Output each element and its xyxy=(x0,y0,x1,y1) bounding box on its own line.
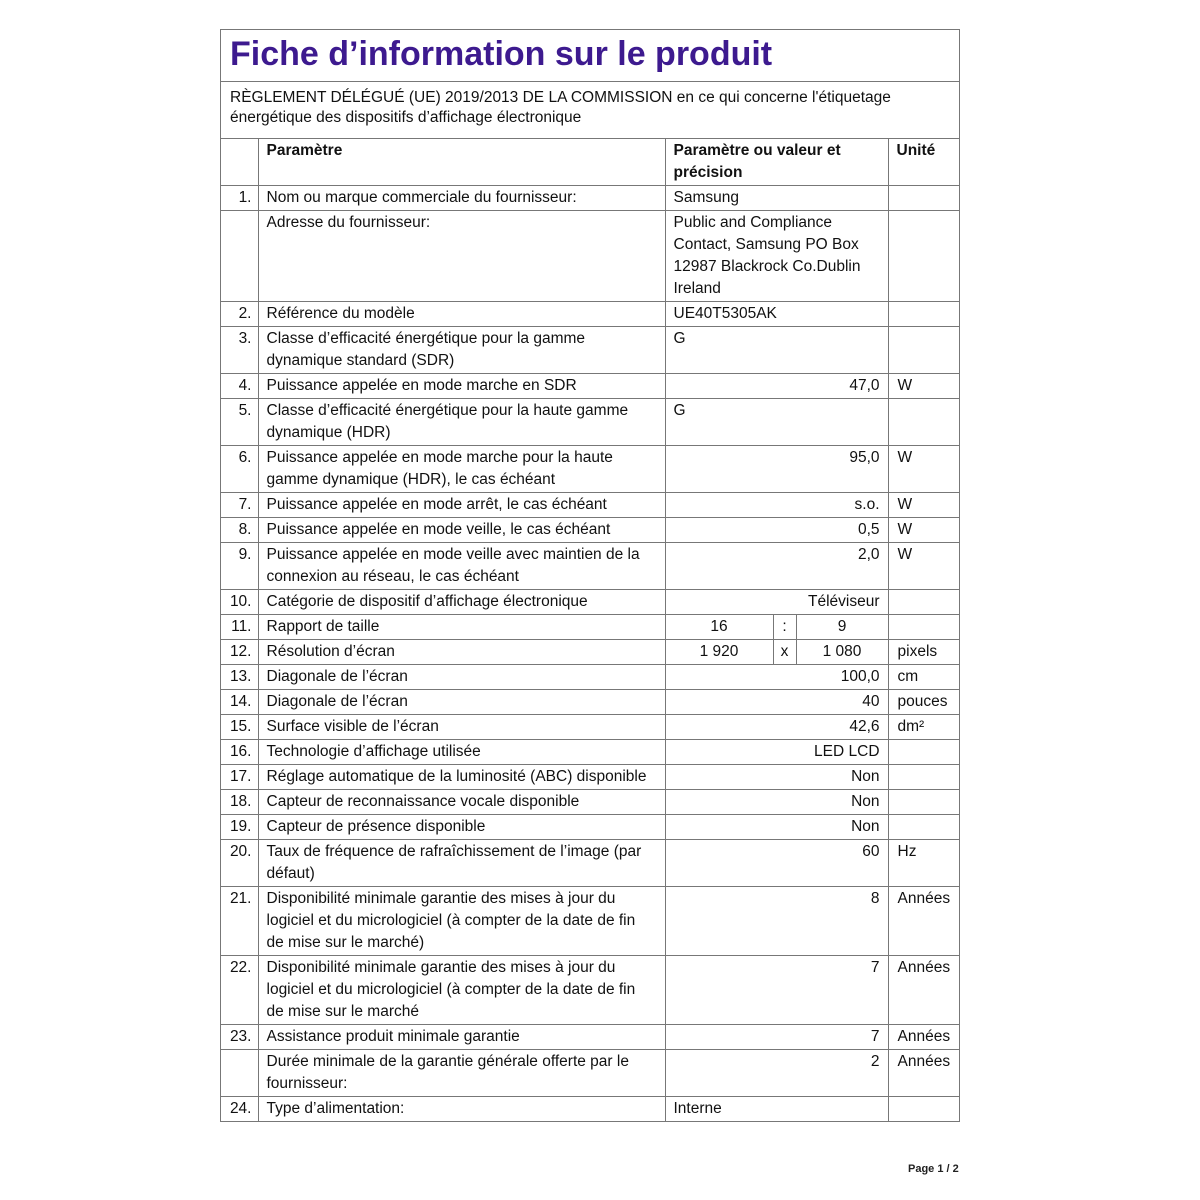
row-value: Public and Compliance Contact, Samsung PO Box 12987 Blackrock Co.Dublin Ireland xyxy=(665,211,888,302)
row-unit: Années xyxy=(888,956,959,1025)
table-row xyxy=(221,840,959,887)
row-parameter: Adresse du fournisseur: xyxy=(258,211,665,302)
row-number: 9. xyxy=(221,543,258,590)
row-unit xyxy=(888,765,959,790)
row-number: 8. xyxy=(221,518,258,543)
row-value: 40 xyxy=(665,690,888,715)
row-parameter: Résolution d’écran xyxy=(258,640,665,665)
row-value: UE40T5305AK xyxy=(665,302,888,327)
row-unit: W xyxy=(888,543,959,590)
page-title: Fiche d’information sur le produit xyxy=(221,30,959,82)
row-number: 20. xyxy=(221,840,258,887)
row-value: Samsung xyxy=(665,186,888,211)
row-number: 15. xyxy=(221,715,258,740)
header-unit: Unité xyxy=(888,139,959,186)
row-parameter: Puissance appelée en mode veille avec maintien de la connexion au réseau, le cas échéant xyxy=(258,543,665,590)
row-number: 21. xyxy=(221,887,258,956)
row-parameter: Surface visible de l’écran xyxy=(258,715,665,740)
row-parameter: Durée minimale de la garantie générale offerte par le fournisseur: xyxy=(258,1050,665,1097)
table-row xyxy=(221,740,959,765)
row-number: 1. xyxy=(221,186,258,211)
row-number: 24. xyxy=(221,1097,258,1122)
table-row xyxy=(221,690,959,715)
row-parameter: Classe d’efficacité énergétique pour la haute gamme dynamique (HDR) xyxy=(258,399,665,446)
row-number: 13. xyxy=(221,665,258,690)
row-number: 6. xyxy=(221,446,258,493)
row-value: 95,0 xyxy=(665,446,888,493)
table-row xyxy=(221,790,959,815)
table-row xyxy=(221,211,959,302)
row-unit xyxy=(888,1097,959,1122)
row-parameter: Réglage automatique de la luminosité (ABC) disponible xyxy=(258,765,665,790)
row-number: 2. xyxy=(221,302,258,327)
row-number: 5. xyxy=(221,399,258,446)
row-number: 10. xyxy=(221,590,258,615)
row-value: 60 xyxy=(665,840,888,887)
row-parameter: Type d’alimentation: xyxy=(258,1097,665,1122)
row-unit: W xyxy=(888,518,959,543)
table-row xyxy=(221,327,959,374)
table-row xyxy=(221,446,959,493)
row-unit: Années xyxy=(888,1050,959,1097)
table-row xyxy=(221,186,959,211)
row-value: 42,6 xyxy=(665,715,888,740)
row-parameter: Nom ou marque commerciale du fournisseur: xyxy=(258,186,665,211)
row-parameter: Assistance produit minimale garantie xyxy=(258,1025,665,1050)
row-value: Non xyxy=(665,765,888,790)
header-value: Paramètre ou valeur et précision xyxy=(665,139,888,186)
row-number: 12. xyxy=(221,640,258,665)
page-number: Page 1 / 2 xyxy=(908,1163,959,1175)
row-number: 17. xyxy=(221,765,258,790)
row-number xyxy=(221,211,258,302)
row-unit: cm xyxy=(888,665,959,690)
row-value: 7 xyxy=(665,956,888,1025)
row-value: Téléviseur xyxy=(665,590,888,615)
row-value: G xyxy=(665,399,888,446)
row-unit: W xyxy=(888,374,959,399)
row-unit xyxy=(888,790,959,815)
row-value: 7 xyxy=(665,1025,888,1050)
row-parameter: Diagonale de l’écran xyxy=(258,665,665,690)
row-parameter: Puissance appelée en mode arrêt, le cas échéant xyxy=(258,493,665,518)
row-value: G xyxy=(665,327,888,374)
regulation-subtitle: RÈGLEMENT DÉLÉGUÉ (UE) 2019/2013 DE LA COMMISSION en ce qui concerne l'étiquetage énergétique des dispositifs d’affichage électronique xyxy=(230,89,891,126)
table-row xyxy=(221,518,959,543)
table-header-row xyxy=(221,139,959,186)
row-parameter: Diagonale de l’écran xyxy=(258,690,665,715)
row-unit xyxy=(888,815,959,840)
row-value: 8 xyxy=(665,887,888,956)
row-parameter: Technologie d’affichage utilisée xyxy=(258,740,665,765)
row-number: 4. xyxy=(221,374,258,399)
row-unit xyxy=(888,740,959,765)
row-parameter: Catégorie de dispositif d’affichage électronique xyxy=(258,590,665,615)
row-number: 11. xyxy=(221,615,258,640)
table-row xyxy=(221,665,959,690)
row-unit xyxy=(888,615,959,640)
row-unit xyxy=(888,590,959,615)
table-row-split xyxy=(221,615,959,640)
row-value: LED LCD xyxy=(665,740,888,765)
table-row xyxy=(221,815,959,840)
row-unit: dm² xyxy=(888,715,959,740)
row-value: s.o. xyxy=(665,493,888,518)
table-row-split xyxy=(221,640,959,665)
row-number: 23. xyxy=(221,1025,258,1050)
row-unit xyxy=(888,327,959,374)
table-row xyxy=(221,1025,959,1050)
row-unit xyxy=(888,186,959,211)
row-value-separator: : xyxy=(773,615,796,640)
row-value-b: 1 080 xyxy=(796,640,888,665)
header-parameter: Paramètre xyxy=(258,139,665,186)
row-parameter: Référence du modèle xyxy=(258,302,665,327)
row-value-b: 9 xyxy=(796,615,888,640)
table-row xyxy=(221,590,959,615)
row-value: 2 xyxy=(665,1050,888,1097)
row-unit xyxy=(888,399,959,446)
row-parameter: Puissance appelée en mode veille, le cas échéant xyxy=(258,518,665,543)
row-number: 3. xyxy=(221,327,258,374)
row-parameter: Puissance appelée en mode marche pour la haute gamme dynamique (HDR), le cas échéant xyxy=(258,446,665,493)
row-parameter: Capteur de présence disponible xyxy=(258,815,665,840)
product-information-sheet xyxy=(220,29,960,1122)
row-parameter: Taux de fréquence de rafraîchissement de l’image (par défaut) xyxy=(258,840,665,887)
row-unit: Hz xyxy=(888,840,959,887)
row-parameter: Disponibilité minimale garantie des mises à jour du logiciel et du micrologiciel (à compter de la date de fin de mise sur le marché) xyxy=(258,887,665,956)
table-row xyxy=(221,715,959,740)
row-unit: pixels xyxy=(888,640,959,665)
table-row xyxy=(221,1050,959,1097)
row-number xyxy=(221,1050,258,1097)
row-value-a: 16 xyxy=(665,615,773,640)
row-number: 16. xyxy=(221,740,258,765)
row-parameter: Capteur de reconnaissance vocale disponible xyxy=(258,790,665,815)
row-value-separator: x xyxy=(773,640,796,665)
table-row xyxy=(221,374,959,399)
row-number: 19. xyxy=(221,815,258,840)
row-number: 14. xyxy=(221,690,258,715)
row-value: Non xyxy=(665,790,888,815)
row-number: 7. xyxy=(221,493,258,518)
row-value: 47,0 xyxy=(665,374,888,399)
table-row xyxy=(221,765,959,790)
row-unit xyxy=(888,211,959,302)
row-number: 18. xyxy=(221,790,258,815)
table-row xyxy=(221,493,959,518)
row-unit: Années xyxy=(888,1025,959,1050)
table-row xyxy=(221,956,959,1025)
product-parameters-table xyxy=(221,138,959,1121)
table-row xyxy=(221,543,959,590)
row-value: Non xyxy=(665,815,888,840)
row-parameter: Puissance appelée en mode marche en SDR xyxy=(258,374,665,399)
row-value: 0,5 xyxy=(665,518,888,543)
row-value: 100,0 xyxy=(665,665,888,690)
row-parameter: Disponibilité minimale garantie des mises à jour du logiciel et du micrologiciel (à compter de la date de fin de mise sur le marché xyxy=(258,956,665,1025)
table-row xyxy=(221,1097,959,1122)
row-unit: W xyxy=(888,446,959,493)
row-value: Interne xyxy=(665,1097,888,1122)
row-number: 22. xyxy=(221,956,258,1025)
row-value: 2,0 xyxy=(665,543,888,590)
row-unit: Années xyxy=(888,887,959,956)
table-row xyxy=(221,399,959,446)
table-row xyxy=(221,887,959,956)
table-row xyxy=(221,302,959,327)
row-parameter: Classe d’efficacité énergétique pour la gamme dynamique standard (SDR) xyxy=(258,327,665,374)
row-unit: pouces xyxy=(888,690,959,715)
row-value-a: 1 920 xyxy=(665,640,773,665)
row-parameter: Rapport de taille xyxy=(258,615,665,640)
row-unit: W xyxy=(888,493,959,518)
row-unit xyxy=(888,302,959,327)
